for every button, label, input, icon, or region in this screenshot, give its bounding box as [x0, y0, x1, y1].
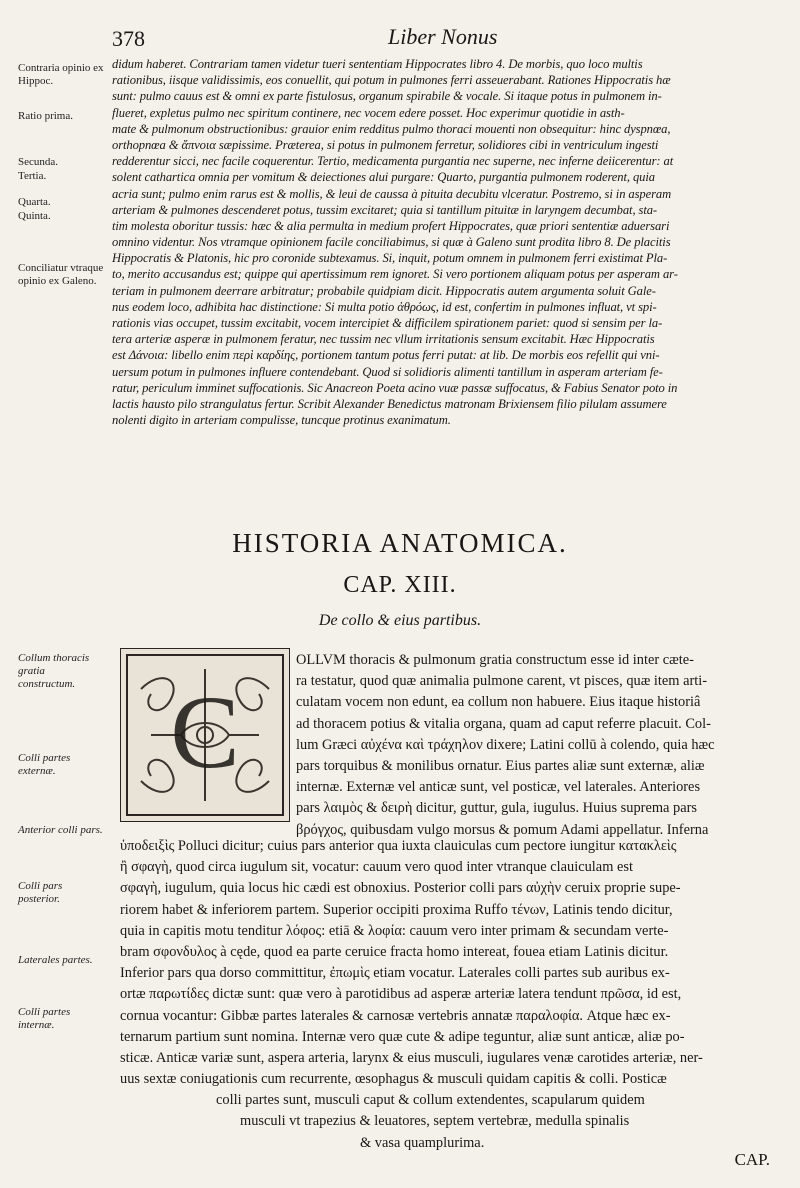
text-line: tera arteriæ asperæ in pulmonem feratur, nec tussim nec vllum irritationis sensum excitabit. Hæc Hippocratis [112, 332, 655, 347]
text-line: didum haberet. Contrariam tamen videtur tueri sententiam Hippocrates libro 4. De morbis, quo loco multis [112, 57, 643, 71]
sidenote-posterior: Colli pars posterior. [18, 880, 63, 905]
drop-cap-letter: C [170, 675, 240, 790]
text-line: nus eodem loco, adhibita hac distinctione: Si multa potio ἀθρόως, id est, confertim in pulmones influat, vt spi- [112, 299, 657, 314]
text-line: pars torquibus & monilibus ornatur. Eius partes aliæ sunt externæ, aliæ [296, 757, 705, 774]
text-line: rationibus, iisque validissimis, eos conuellit, qui potum in pulmones ferri asseuerabant. Rationes Hippocratis hæ [112, 73, 671, 88]
section-title: HISTORIA ANATOMICA. [232, 528, 568, 558]
text-line: culatam vocem non edunt, ea collum non habuere. Eius itaque historiâ [296, 694, 701, 711]
chapter-title: CAP. XIII. [343, 572, 457, 598]
drop-cap-initial [120, 648, 290, 822]
text-line: flueret, expletus pulmo nec spiritum continere, nec vocem edere posset. Hoc experimur quotidie in asth- [112, 105, 625, 120]
text-line: tim molesta oboritur tussis: hæc & alia permulta in medium profert Hippocrates, quæ priori sententiæ aduersari [112, 218, 670, 233]
text-line: uersum potum in pulmones influere contendebant. Quod si solidioris alimenti tantillum in asperam arteriam fe- [112, 364, 663, 379]
text-line: lactis hausto pilo strangulatus fertur. Scribit Alexander Benedictus matronam Brixiensem filio pilulam assumere [112, 396, 667, 411]
text-line: Inferior pars qua dorso committitur, ἐπωμὶς etiam vocatur. Laterales colli partes sub auribus ex- [120, 965, 670, 982]
sidenote-quinta: Quinta. [18, 210, 51, 222]
text-line: ternarum partium sunt nomina. Internæ vero quæ cute & adipe teguntur, aliæ sunt anticæ, aliæ po- [120, 1028, 685, 1045]
sidenote-contraria: Contraria opinio ex Hippoc. [18, 62, 104, 87]
ornamental-initial-icon [121, 649, 289, 821]
text-line: ratur, periculum imminet suffocationis. Sic Anacreon Poeta acino vuæ passæ suffocatus, & Fabius Senator poto in [112, 380, 678, 395]
text-line: sticæ. Anticæ variæ sunt, aspera arteria, larynx & eius musculi, iugulares venæ carotides arteriæ, ner- [120, 1049, 703, 1066]
text-line: βρόγχος, quibusdam vulgo morsus & pomum Adami appellatur. Inferna [296, 821, 709, 838]
text-line: pars λαιμὸς & δειρὴ dicitur, guttur, gula, iugulus. Huius suprema pars [296, 800, 697, 817]
text-line: ἢ σφαγὴ, quod circa iugulum sit, vocatur: cauum vero quod inter vtranque clauiculam est [120, 859, 633, 876]
text-line: quia in capitis motu tenditur λόφος: etiā & λοφία: cauum vero inter primam & secundam verte- [120, 922, 669, 939]
running-head: Liber Nonus [388, 24, 498, 49]
text-line: Hippocratis & Platonis, hic pro coronide subtexamus. Si, inquit, potum omnem in pulmonem ferri existimat Pla- [112, 251, 668, 266]
top-paragraph [112, 56, 764, 428]
text-line: bram σφονδυλος à cęde, quod ea parte ceruice fracta homo intereat, fouea etiam Latinis dicitur. [120, 943, 669, 960]
text-line: redderentur sicci, nec facile coquerentur. Tertio, medicamenta purgantia nec superne, nec inferne deiicerentur: at [112, 154, 674, 169]
sidenote-ratio-prima: Ratio prima. [18, 110, 73, 122]
text-line: arteriam & pulmones descenderet potus, tussim excitaret; quia si tantillum pituitæ in laryngem decumbat, sta- [112, 202, 658, 217]
sidenote-internae: Colli partes internæ. [18, 1006, 71, 1031]
text-line: sunt: pulmo cauus est & omni ex parte fistulosus, organum spirabile & vocale. Si itaque potus in pulmonem in- [112, 89, 662, 104]
text-line: solent cathartica omnia per vomitum & deiectiones alui purgare: Quarto, purgantia pulmonem roderent, quia [112, 170, 655, 185]
text-line: est Δάνοια: libello enim περὶ καρδίης, portionem tantum potus ferri putat: at lib. De morbis eos refellit qui vni- [112, 348, 660, 363]
sidenote-tertia: Tertia. [18, 170, 47, 182]
body-paragraph-start [296, 650, 776, 841]
sidenote-colli-externae: Colli partes externæ. [18, 752, 71, 777]
sidenote-anterior: Anterior colli pars. [18, 824, 103, 836]
text-line: acria sunt; pulmo enim rarus est & mollis, & leui de caussa à pituita decubitu vlceratur. Postremo, si in asperam [112, 186, 672, 201]
text-line: riorem habet & inferiorem partem. Superior occipiti proxima Ruffo τένων, Latinis tendo dicitur, [120, 901, 673, 918]
sidenote-quarta: Quarta. [18, 196, 51, 208]
text-line: musculi vt trapezius & leuatores, septem vertebræ, medulla spinalis [240, 1113, 630, 1130]
text-line: omnino videntur. Nos vtramque opinionem facile conciliabimus, si quæ à Galeno sunt prodita libro 8. De placitis [112, 235, 671, 250]
sidenote-secunda: Secunda. [18, 156, 59, 168]
catchword: CAP. [734, 1150, 770, 1169]
text-line: nolenti digito in arteriam compulisse, tuncque protinus exanimatum. [112, 413, 451, 428]
text-line: teriam in pulmonem deerrare arbitratur; probabile quidpiam dicit. Hippocratis autem argumenta soluit Gale- [112, 283, 656, 298]
body-paragraph-continued [120, 836, 778, 1154]
text-line: internæ. Externæ vel anticæ sunt, vel posticæ, vel laterales. Anteriores [296, 779, 701, 796]
text-line: & vasa quamplurima. [360, 1134, 485, 1151]
text-line: ad thoracem potius & vitalia organa, quam ad caput referre placuit. Col- [296, 715, 711, 732]
text-line: rationis vias occupet, tussim excitabit, vocem intercipiet & difficilem spirationem pariet: quod si sensim per la- [112, 316, 663, 330]
page-number: 378 [112, 26, 145, 51]
sidenote-laterales: Laterales partes. [18, 954, 93, 966]
sidenote-conciliatur: Conciliatur vtraque opinio ex Galeno. [18, 262, 104, 287]
text-line: ra testatur, quod quæ animalia pulmone carent, vt pisces, quæ item arti- [296, 673, 708, 690]
text-line: uus sextæ coniugationis cum recurrente, œsophagus & musculi quidam capitis & colli. Posticæ [120, 1071, 667, 1088]
sidenote-collum: Collum thoracis gratia constructum. [18, 652, 90, 690]
text-line: OLLVM thoracis & pulmonum gratia constructum esse id inter cæte- [296, 652, 694, 668]
text-line: mate & pulmonum obstructionibus: grauior enim redditus pulmo thoraci mouenti non obsequitur: hinc dyspnœa, [112, 121, 671, 136]
text-line: to, merito accusandus est; quippe qui apertissimum rem ignoret. Si vero portionem aliquam potus per asperam ar- [112, 267, 678, 282]
text-line: cornua vocantur: Gibbæ partes laterales & carnosæ vertebris annatæ παραλοφία. Atque hæc ex- [120, 1007, 671, 1024]
text-line: orthopnœa & ἄπνοια sæpissime. Præterea, si potus in pulmonem ferretur, solidiores cibi in ventriculum ingesti [112, 137, 659, 152]
chapter-subtitle: De collo & eius partibus. [318, 612, 482, 629]
text-line: colli partes sunt, musculi caput & collum extendentes, scapularum quidem [216, 1092, 645, 1109]
text-line: σφαγὴ, iugulum, quia locus hic cædi est obnoxius. Posterior colli pars αὐχὴν ceruix proprie supe- [120, 880, 681, 897]
text-line: ortæ παρωτίδες dictæ sunt: quæ vero à parotidibus ad asperæ arteriæ latera tendunt πρῶσα, id est, [120, 986, 682, 1003]
text-line: lum Græci αὐχένα καὶ τράχηλον dixere; Latini collū à colendo, quia hæc [296, 736, 715, 753]
text-line: ὑποδειξὶς Polluci dicitur; cuius pars anterior qua iuxta clauiculas cum pectore iungitur κατακλεὶς [120, 838, 677, 854]
